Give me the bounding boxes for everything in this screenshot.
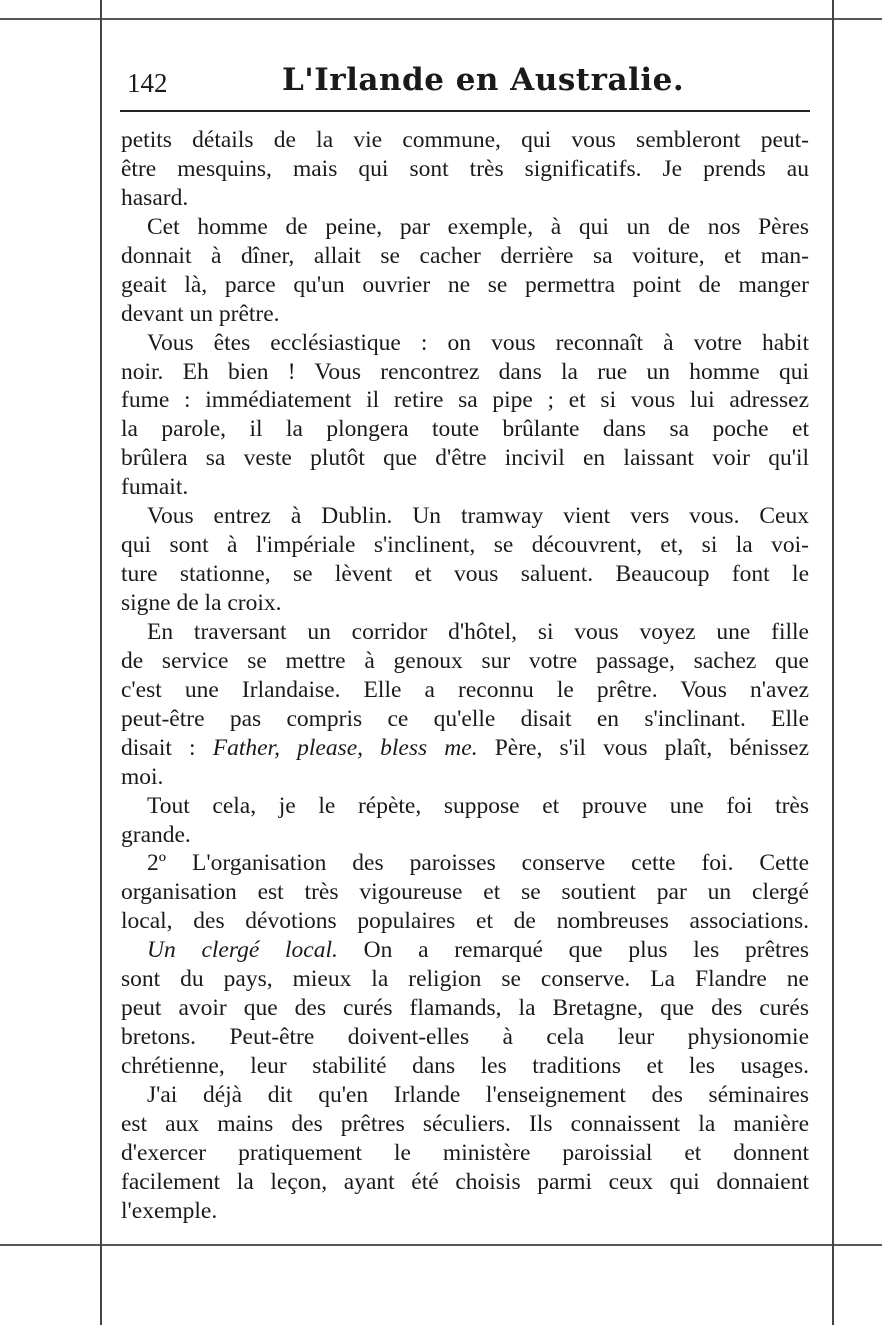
text-segment: Vous êtes ecclésiastique : on vous reconnaît à votre habit: [147, 329, 809, 356]
text-line: [121, 878, 809, 907]
text-line: [121, 213, 809, 242]
text-segment: être mesquins, mais qui sont très significatifs. Je prends au: [121, 155, 809, 182]
text-segment: En traversant un corridor d'hôtel, si vous voyez une fille: [147, 618, 809, 645]
text-line: [121, 994, 809, 1023]
text-line: [121, 763, 809, 792]
page-number: 142: [127, 68, 168, 98]
text-line: [121, 300, 809, 329]
text-line: [121, 415, 809, 444]
text-segment: ture stationne, se lèvent et vous saluent. Beaucoup font le: [121, 561, 809, 588]
text-line: [121, 1023, 809, 1052]
text-line: [121, 1139, 809, 1168]
text-line: [121, 734, 809, 763]
text-segment: chrétienne, leur stabilité dans les traditions et les usages.: [121, 1053, 809, 1079]
text-segment: J'ai déjà dit qu'en Irlande l'enseignement des séminaires: [147, 1081, 809, 1108]
text-line: [121, 386, 809, 415]
text-segment: hasard.: [121, 184, 189, 211]
text-segment: fumait.: [121, 474, 189, 501]
text-line: [121, 821, 809, 850]
text-segment: On a remarqué que plus les prêtres: [337, 937, 809, 964]
text-segment: brûlera sa veste plutôt que d'être incivil en laissant voir qu'il: [121, 445, 809, 472]
text-line: [121, 849, 809, 878]
text-line: [121, 647, 809, 676]
text-line: [121, 1197, 809, 1226]
text-line: [121, 1081, 809, 1110]
text-segment: qui sont à l'impériale s'inclinent, se découvrent, et, si la voi-: [121, 532, 809, 559]
text-line: [121, 531, 809, 560]
text-segment: Père, s'il vous plaît, bénissez: [477, 734, 809, 761]
text-segment: peut avoir que des curés flamands, la Bretagne, que des curés: [121, 995, 809, 1022]
text-line: [121, 502, 809, 531]
text-segment: est aux mains des prêtres séculiers. Ils connaissent la manière: [121, 1110, 809, 1137]
text-line: [121, 358, 809, 387]
italic-text: Un clergé local.: [147, 937, 338, 964]
text-segment: facilement la leçon, ayant été choisis parmi ceux qui donnaient: [121, 1168, 809, 1195]
text-segment: d'exercer pratiquement le ministère paroissial et donnent: [121, 1139, 809, 1166]
scan-border-top: [0, 18, 882, 20]
text-line: [121, 589, 809, 618]
text-line: [121, 155, 809, 184]
text-line: [121, 705, 809, 734]
text-line: [121, 907, 809, 936]
text-line: [121, 936, 809, 965]
text-segment: organisation est très vigoureuse et se soutient par un clergé: [121, 879, 809, 906]
text-line: [121, 676, 809, 705]
text-line: [121, 560, 809, 589]
text-line: [121, 126, 809, 155]
scan-border-left: [100, 0, 102, 1325]
text-line: [121, 271, 809, 300]
text-segment: geait là, parce qu'un ouvrier ne se permettra point de manger: [121, 271, 809, 298]
body-text: [121, 126, 809, 1226]
text-line: [121, 1110, 809, 1139]
text-segment: local, des dévotions populaires et de nombreuses associations.: [121, 908, 809, 935]
text-line: [121, 184, 809, 213]
text-line: [121, 965, 809, 994]
text-segment: devant un prêtre.: [121, 300, 280, 327]
text-segment: donnait à dîner, allait se cacher derrière sa voiture, et man-: [121, 242, 809, 269]
text-line: [121, 329, 809, 358]
italic-text: Father, please, bless me.: [212, 734, 478, 761]
text-segment: de service se mettre à genoux sur votre passage, sachez que: [121, 647, 809, 674]
text-segment: signe de la croix.: [121, 590, 282, 616]
text-segment: sont du pays, mieux la religion se conserve. La Flandre ne: [121, 966, 809, 993]
text-line: [121, 473, 809, 502]
text-segment: Cet homme de peine, par exemple, à qui un de nos Pères: [147, 213, 809, 240]
text-segment: c'est une Irlandaise. Elle a reconnu le prêtre. Vous n'avez: [121, 676, 809, 703]
text-segment: Vous entrez à Dublin. Un tramway vient vers vous. Ceux: [147, 503, 809, 530]
header-rule: [120, 110, 810, 112]
text-line: [121, 444, 809, 473]
running-title: L'Irlande en Australie.: [282, 62, 685, 98]
scan-border-right: [832, 0, 834, 1325]
text-segment: Tout cela, je le répète, suppose et prouve une foi très: [147, 792, 809, 819]
text-segment: moi.: [121, 763, 164, 790]
text-segment: disait :: [121, 734, 213, 761]
text-segment: petits détails de la vie commune, qui vous sembleront peut-: [121, 127, 809, 153]
text-line: [121, 242, 809, 271]
text-segment: fume : immédiatement il retire sa pipe ; et si vous lui adressez: [121, 387, 809, 414]
text-segment: noir. Eh bien ! Vous rencontrez dans la rue un homme qui: [121, 358, 809, 385]
text-segment: grande.: [121, 821, 191, 848]
scan-border-bottom: [0, 1244, 882, 1246]
text-segment: l'exemple.: [121, 1197, 218, 1224]
text-line: [121, 1052, 809, 1081]
text-segment: 2º L'organisation des paroisses conserve cette foi. Cette: [147, 850, 809, 877]
text-segment: bretons. Peut-être doivent-elles à cela leur physionomie: [121, 1024, 809, 1051]
text-line: [121, 1168, 809, 1197]
text-line: [121, 792, 809, 821]
text-segment: peut-être pas compris ce qu'elle disait en s'inclinant. Elle: [121, 705, 809, 732]
text-line: [121, 618, 809, 647]
text-segment: la parole, il la plongera toute brûlante dans sa poche et: [121, 416, 809, 443]
